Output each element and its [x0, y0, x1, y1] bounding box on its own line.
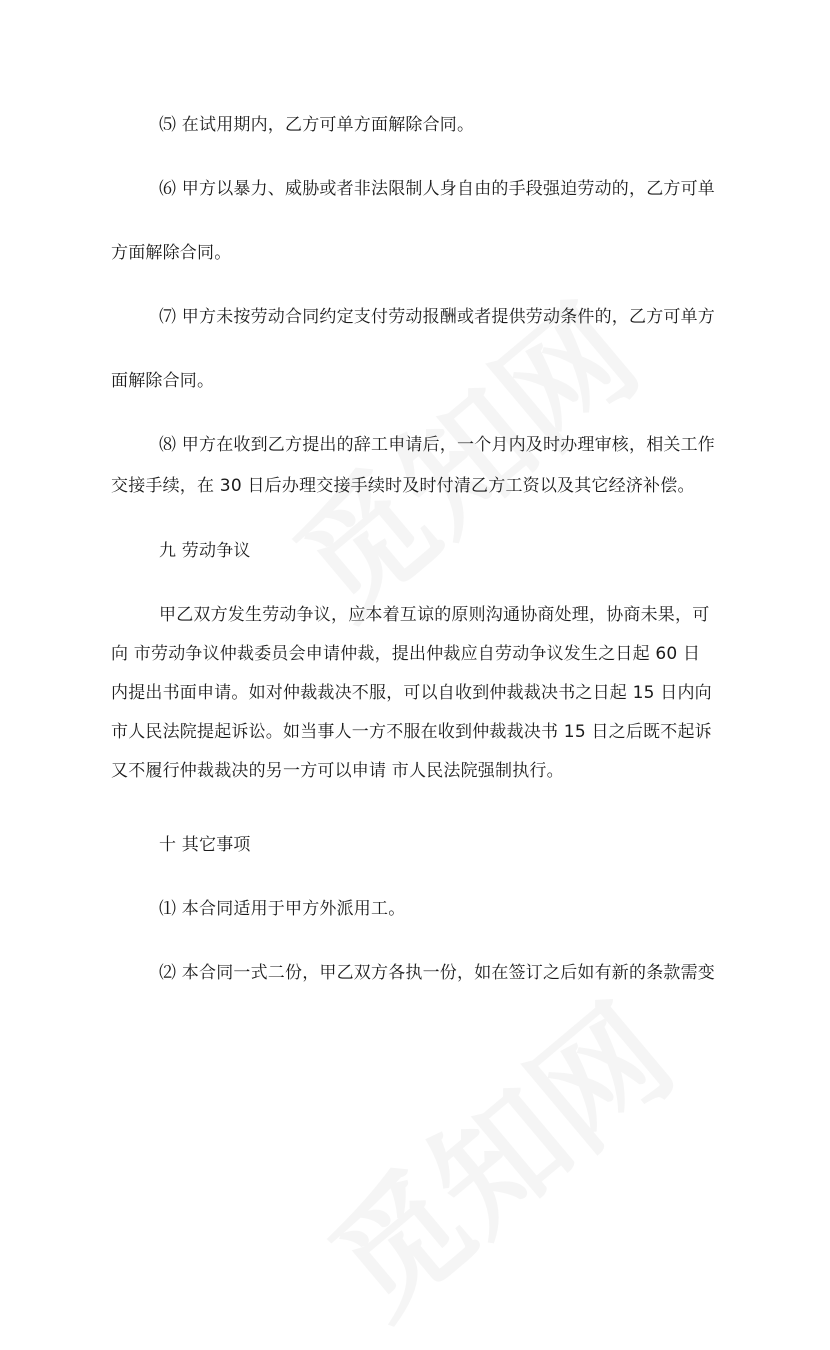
clause-6-line-1: ⑹ 甲方以暴力、威胁或者非法限制人身自由的手段强迫劳动的，乙方可单 — [159, 179, 716, 199]
clause-7-line-2: 面解除合同。 — [111, 371, 215, 391]
other-clause-2: ⑵ 本合同一式二份，甲乙双方各执一份，如在签订之后如有新的条款需变 — [159, 963, 716, 983]
clause-8-line-2: 交接手续，在 30 日后办理交接手续时及时付清乙方工资以及其它经济补偿。 — [111, 476, 695, 496]
watermark-text-bottom — [304, 978, 700, 1345]
dispute-line-5: 又不履行仲裁裁决的另一方可以申请 市人民法院强制执行。 — [111, 761, 564, 781]
clause-6-line-2: 方面解除合同。 — [111, 243, 232, 263]
watermark-text — [269, 278, 665, 645]
clause-5: ⑸ 在试用期内，乙方可单方面解除合同。 — [159, 115, 475, 135]
dispute-line-2: 向 市劳动争议仲裁委员会申请仲裁，提出仲裁应自劳动争议发生之日起 60 日 — [111, 644, 701, 664]
clause-7-line-1: ⑺ 甲方未按劳动合同约定支付劳动报酬或者提供劳动条件的，乙方可单方 — [159, 307, 716, 327]
section-10-heading: 十 其它事项 — [159, 835, 251, 855]
dispute-line-4: 市人民法院提起诉讼。如当事人一方不服在收到仲裁裁决书 15 日之后既不起诉 — [111, 722, 712, 742]
dispute-line-1: 甲乙双方发生劳动争议，应本着互谅的原则沟通协商处理，协商未果，可 — [159, 605, 710, 625]
other-clause-1: ⑴ 本合同适用于甲方外派用工。 — [159, 899, 406, 919]
clause-8-line-1: ⑻ 甲方在收到乙方提出的辞工申请后，一个月内及时办理审核，相关工作 — [159, 435, 716, 455]
watermark-logo-bottom — [286, 957, 705, 1350]
section-9-heading: 九 劳动争议 — [159, 541, 251, 561]
dispute-line-3: 内提出书面申请。如对仲裁裁决不服，可以自收到仲裁裁决书之日起 15 日内向 — [111, 683, 712, 703]
